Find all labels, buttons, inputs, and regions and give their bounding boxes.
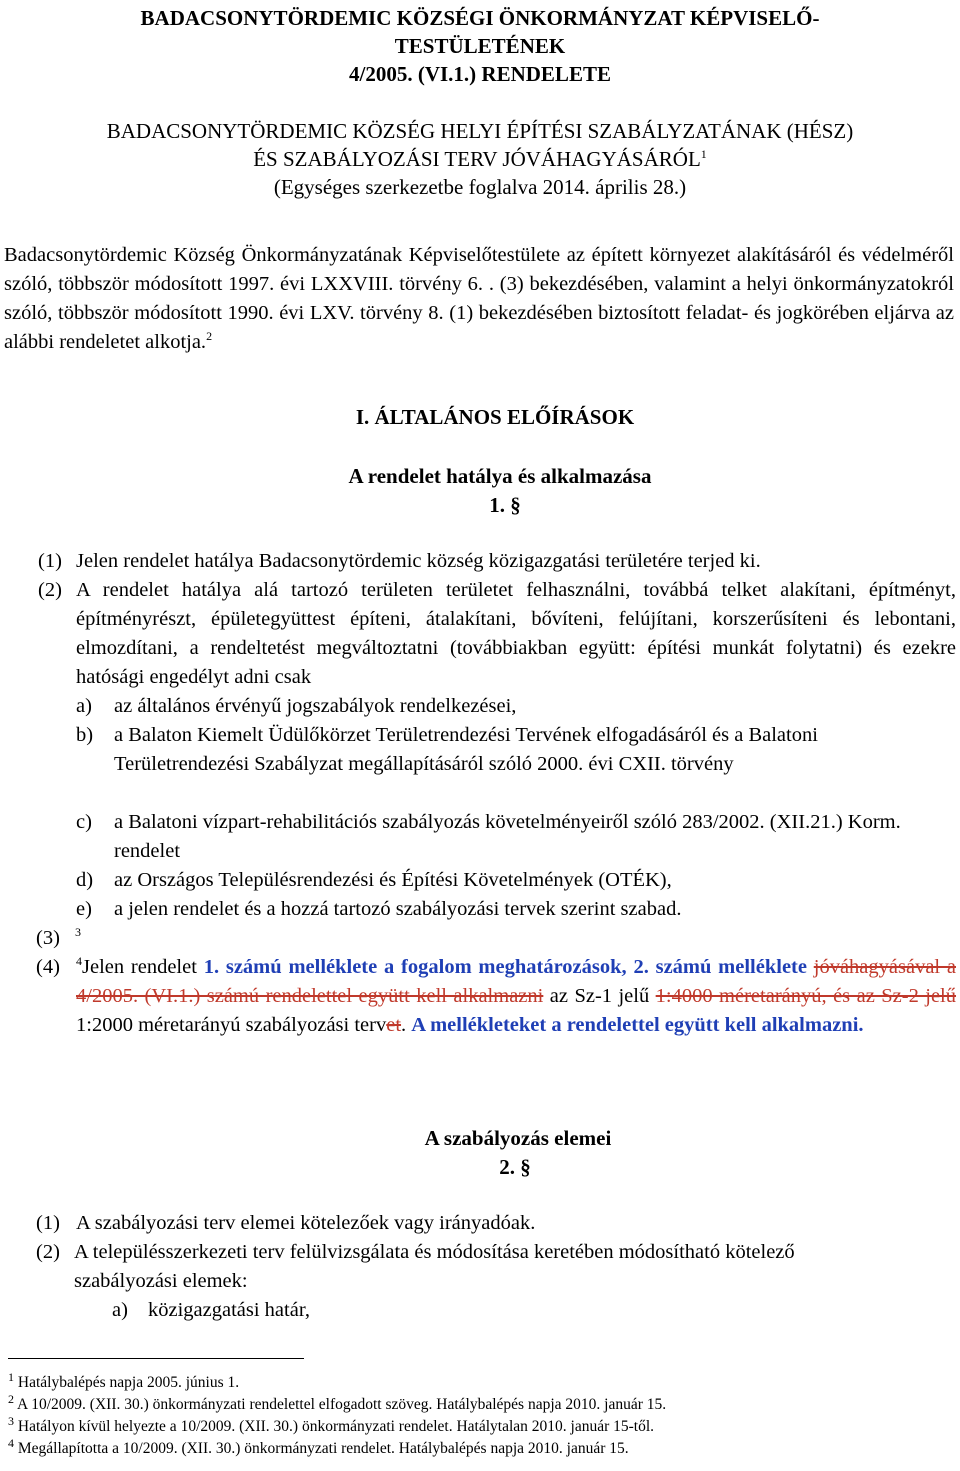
decree-header <box>60 4 900 88</box>
paragraph-number: (2) <box>38 579 62 601</box>
footnote-4: $^4$ Megállapította a 10/2009. (XII. 30.) önkormányzati rendelet. Hatálybalépés napja 2010. január 15. <box>8 1435 629 1457</box>
list-item-d <box>76 866 936 895</box>
amendment-inserted: 1. számú melléklete a fogalom meghatározások, 2. számú melléklete <box>203 956 807 978</box>
section-sign-icon: § <box>510 493 521 517</box>
list-label: c) <box>76 811 92 833</box>
header-line-5: ÉS SZABÁLYOZÁSI TERV JÓVÁHAGYÁSÁRÓL$^1$ <box>253 147 707 171</box>
list-label: e) <box>76 898 92 920</box>
section-1-title: A rendelet hatálya és alkalmazása <box>348 464 652 488</box>
footnote-ref-4: 4 <box>76 954 82 969</box>
footnote-separator <box>8 1358 304 1359</box>
paragraph-number: (1) <box>36 1212 60 1234</box>
footnote-1: $^1$ Hatálybalépés napja 2005. június 1. <box>8 1369 240 1391</box>
footnote-ref-1: 1 <box>700 147 707 161</box>
paragraph-1-2 <box>38 576 956 692</box>
list-label: b) <box>76 724 94 746</box>
paragraph-text: A rendelet hatálya alá tartozó területen területet felhasználni, továbbá telket alakítani, építményt, építményrészt, épületegyüttest építeni, átalakítani, bővíteni, felújítani, korszerűsíteni és lebontani, elmozdítani, a rendeltetést megváltoztatni (továbbiakban együtt: építési munkát folytatni) és ezekre hatósági engedélyt adni csak <box>76 579 956 688</box>
paragraph-number: (4) <box>36 956 60 978</box>
header-line-1: BADACSONYTÖRDEMIC KÖZSÉGI ÖNKORMÁNYZAT KÉPVISELŐ- <box>140 6 820 30</box>
paragraph-text: Jelen rendelet hatálya Badacsonytördemic község közigazgatási területére terjed ki. <box>76 550 761 572</box>
header-line-2: TESTÜLETÉNEK <box>394 34 566 58</box>
header-line-4: BADACSONYTÖRDEMIC KÖZSÉG HELYI ÉPÍTÉSI SZABÁLYZATÁNAK (HÉSZ) <box>106 119 854 143</box>
list-item-2a <box>112 1296 812 1325</box>
list-label: a) <box>76 695 92 717</box>
amendment-deleted: jóváhagyásával a 4/2005. (VI.1.) számú rendelettel együtt kell alkalmazni <box>76 956 956 1007</box>
list-item-e <box>76 895 936 924</box>
list-label: d) <box>76 869 94 891</box>
section-2-number: 2. § <box>499 1155 531 1179</box>
footnote-2: $^2$ A 10/2009. (XII. 30.) önkormányzati rendelettel elfogadott szöveg. Hatálybalépés napja 2010. január 15. <box>8 1391 667 1413</box>
decree-subheader <box>20 117 940 201</box>
paragraph-2-1 <box>36 1209 936 1238</box>
list-text: a jelen rendelet és a hozzá tartozó szabályozási tervek szerint szabad. <box>114 898 682 920</box>
amendment-deleted: 1:4000 méretarányú, és az Sz-2 jelű <box>655 985 957 1007</box>
section-2-title: A szabályozás elemei <box>424 1126 612 1150</box>
amendment-deleted: et <box>386 1014 402 1036</box>
footnotes <box>8 1369 948 1457</box>
header-line-3: 4/2005. (VI.1.) RENDELETE <box>349 62 611 86</box>
footnote-3: $^3$ Hatályon kívül helyezte a 10/2009. (XII. 30.) önkormányzati rendelet. Hatálytalan 2010. január 15-től. <box>8 1413 655 1435</box>
list-item-a <box>76 692 916 721</box>
list-item-c <box>76 808 916 866</box>
list-text: közigazgatási határ, <box>148 1299 310 1321</box>
list-text: a Balatoni vízpart-rehabilitációs szabályozás követelményeiről szóló 283/2002. (XII.21.) Korm. rendelet <box>114 811 901 862</box>
preamble <box>4 241 954 357</box>
chapter-title: I. ÁLTALÁNOS ELŐÍRÁSOK <box>355 405 635 429</box>
paragraph-1-4 <box>36 953 956 1040</box>
list-text: az általános érvényű jogszabályok rendelkezései, <box>114 695 517 717</box>
list-label: a) <box>112 1299 128 1321</box>
list-text: a Balaton Kiemelt Üdülőkörzet Területrendezési Tervének elfogadásáról és a Balatoni Területrendezési Szabályzat megállapításáról szóló 2000. évi CXII. törvény <box>114 724 818 775</box>
footnote-ref-2: 2 <box>206 329 213 344</box>
preamble-text: Badacsonytördemic Község Önkormányzatának Képviselőtestülete az épített környezet alakításáról és védelméről szóló, többször módosított 1997. évi LXXVIII. törvény 6. . (3) bekezdésében, valamint a helyi önkormányzatokról szóló, többször módosított 1990. évi LXV. törvény 8. (1) bekezdésében biztosított feladat- és jogkörében eljárva az alábbi rendeletet alkotja. <box>4 244 954 353</box>
paragraph-1-1 <box>38 547 948 576</box>
paragraph-text: A szabályozási terv elemei kötelezőek vagy irányadóak. <box>76 1212 536 1234</box>
section-sign-icon: § <box>520 1155 531 1179</box>
list-item-b <box>76 721 916 779</box>
amendment-inserted: A mellékleteket a rendelettel együtt kell alkalmazni. <box>411 1014 864 1036</box>
header-line-6: (Egységes szerkezetbe foglalva 2014. április 28.) <box>273 175 687 199</box>
list-text: az Országos Településrendezési és Építési Követelmények (OTÉK), <box>114 869 672 891</box>
paragraph-2-2 <box>36 1238 936 1296</box>
paragraph-text: A településszerkezeti terv felülvizsgálata és módosítása keretében módosítható kötelező szabályozási elemek: <box>74 1241 795 1292</box>
paragraph-number: (2) <box>36 1241 60 1263</box>
paragraph-text: $^4$Jelen rendelet 1. számú melléklete a fogalom meghatározások, 2. számú melléklete jóváhagyásával a 4/2005. (VI.1.) számú rendelettel együtt kell alkalmazni az Sz-1 jelű 1:4000 méretarányú, és az Sz-2 jelű 1:2000 méretarányú szabályozási tervet. A mellékleteket a rendelettel együtt kell alkalmazni. <box>76 954 957 1036</box>
footnote-ref-3: 3 <box>75 925 82 940</box>
paragraph-number: (1) <box>38 550 62 572</box>
paragraph-1-3 <box>36 924 236 953</box>
paragraph-number: (3) <box>36 927 60 949</box>
section-1-number: 1. § <box>489 493 521 517</box>
